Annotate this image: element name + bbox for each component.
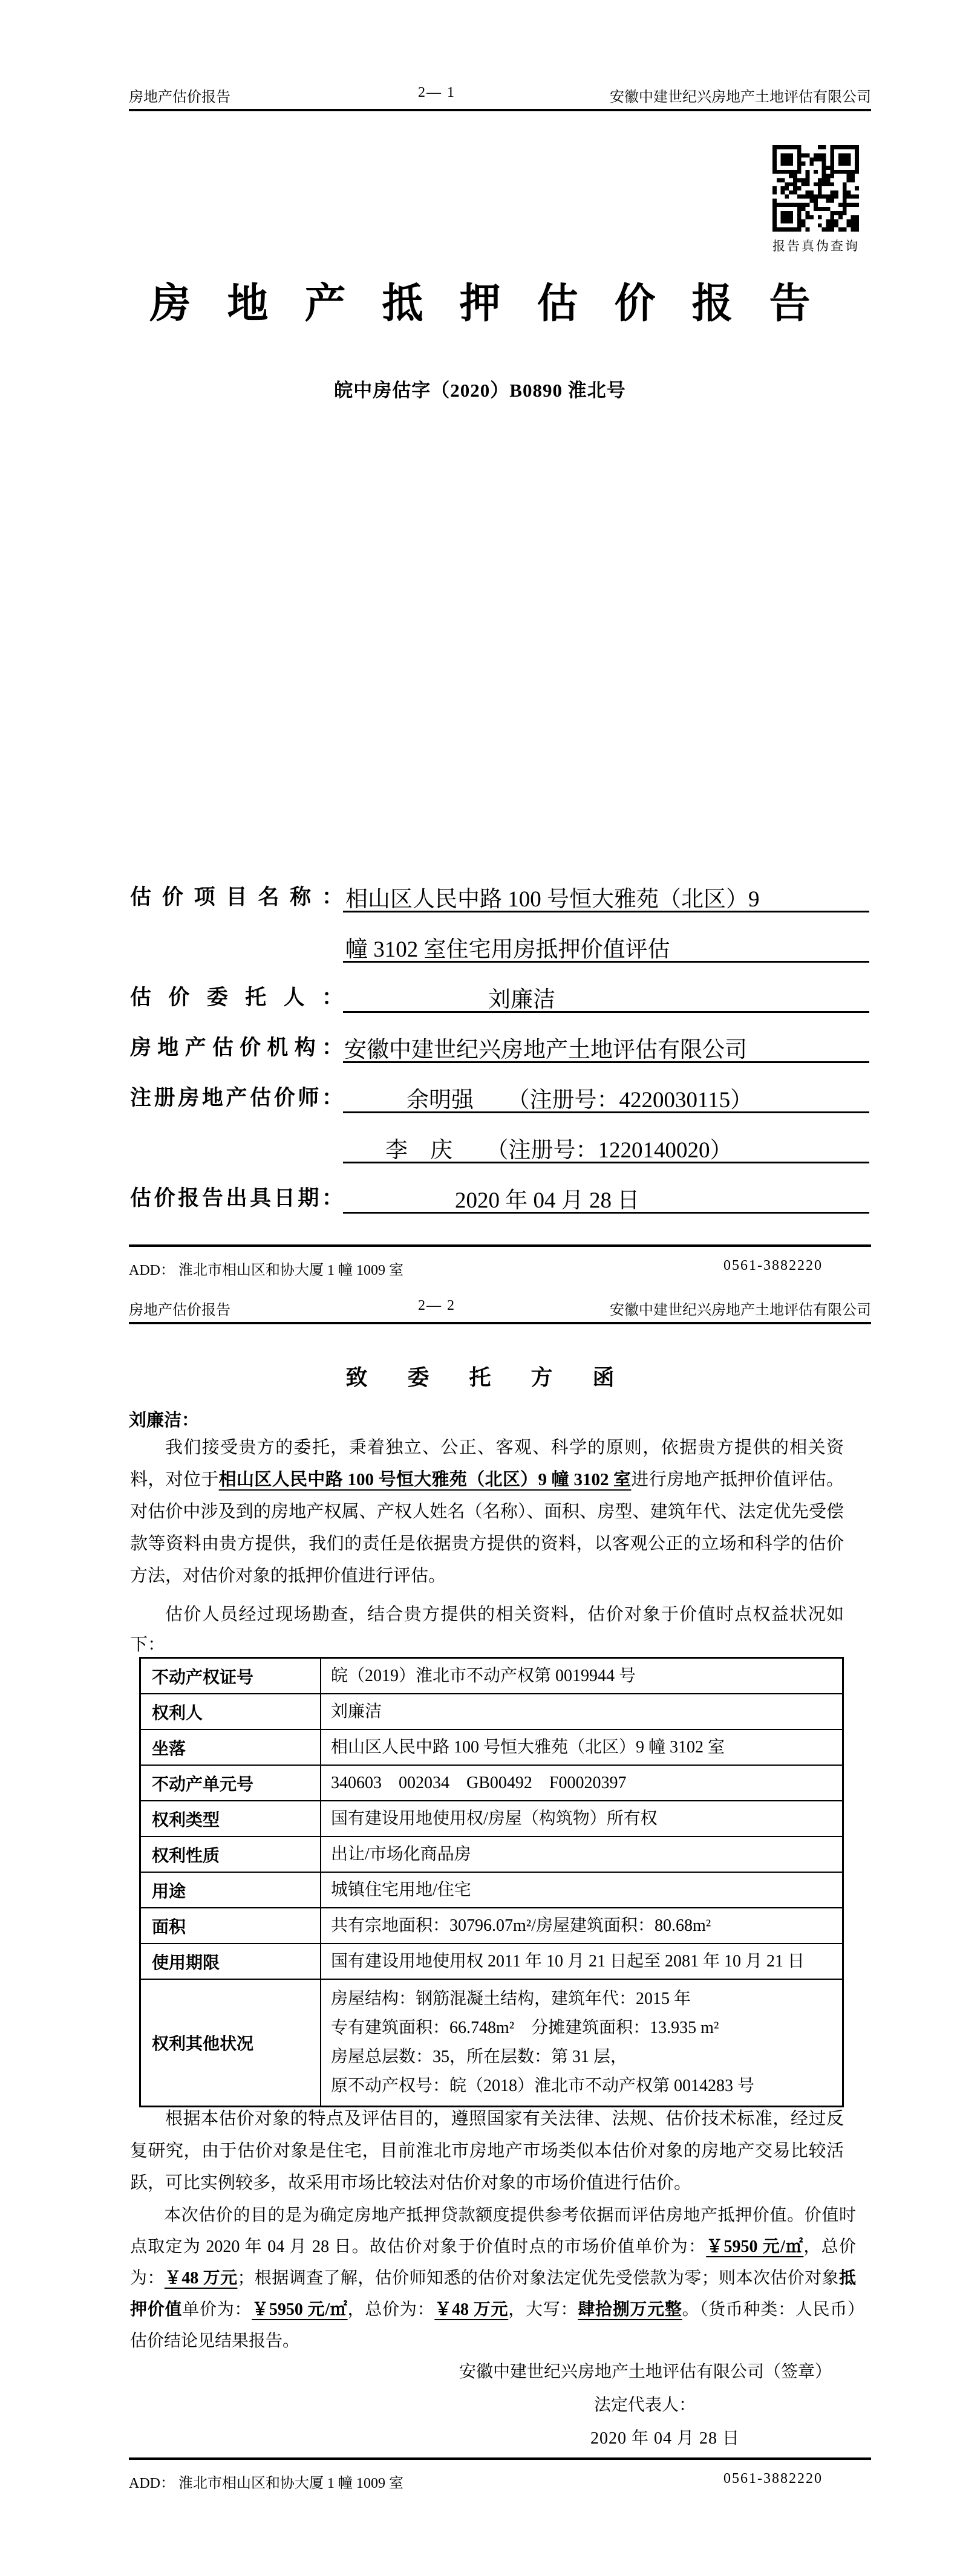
text-segment: 。（货币种类：人民币） 估价结论见结果报告。 — [130, 2300, 873, 2350]
field-label — [130, 1131, 343, 1163]
page1-header — [129, 85, 871, 111]
table-value-line: 皖（2019）淮北市不动产权第 0019944 号 — [331, 1666, 636, 1685]
table-value-line: 共有宗地面积：30796.07m²/房屋建筑面积：80.68m² — [331, 1916, 711, 1935]
text-segment: ￥48 万元 — [434, 2300, 509, 2319]
page1-footer — [129, 1244, 871, 1279]
table-row — [140, 1801, 843, 1836]
table-label-cell: 面积 — [140, 1908, 321, 1943]
text-segment: ；根据调查了解，估价师知悉的估价对象法定优先受偿款为零；则本次估价对象 — [237, 2269, 839, 2288]
table-label-cell: 权利性质 — [140, 1836, 321, 1872]
field-value: 相山区人民中路 100 号恒大雅苑（北区）9 — [343, 880, 869, 912]
signature-date: 2020 年 04 月 28 日 — [590, 2429, 740, 2448]
table-label-cell: 用途 — [140, 1872, 321, 1908]
table-row — [140, 1943, 843, 1979]
table-value-cell — [321, 1836, 843, 1872]
header-page-number: 2— 1 — [418, 85, 456, 100]
field-row-client — [130, 981, 869, 1013]
table-row — [140, 1729, 843, 1765]
footer-address: ADD： 淮北市相山区和协大厦 1 幢 1009 室 — [129, 1263, 403, 1278]
signature-legal-representative: 法定代表人： — [593, 2396, 696, 2415]
table-label-cell: 不动产单元号 — [140, 1765, 321, 1801]
header-doc-type: 房地产估价报告 — [129, 1303, 230, 1318]
text-segment: 相山区人民中路 100 号恒大雅苑（北区）9 幢 3102 室 — [218, 1470, 632, 1489]
table-label-cell: 使用期限 — [140, 1943, 321, 1979]
field-value: 幢 3102 室住宅用房抵押价值评估 — [343, 931, 869, 963]
field-label: 注册房地产估价师： — [130, 1086, 343, 1110]
table-value-cell — [321, 1729, 843, 1765]
table-value-line: 国有建设用地使用权 2011 年 10 月 21 日起至 2081 年 10 月 21 日 — [331, 1951, 805, 1971]
text-segment: 抵押价值 — [130, 2269, 856, 2319]
text-segment: 进行房地产抵押价值评估。对估价中涉及到的房地产权属、产权人姓名（名称）、面积、房型、建筑年代、法定优先受偿款等资料由贵方提供，我们的责任是依据贵方提供的资料，以客观公正的立场和科学的估价方法，对估价对象的抵押价值进行评估。 — [130, 1470, 844, 1586]
text-segment: 本次估价的目的是为确定房地产抵押贷款额度提供参考依据而评估房地产抵押价值。价值时点取定为 2020 年 04 月 28 日。故估价对象于价值时点的市场价值单价为： — [130, 2206, 856, 2256]
text-segment: 单价为： — [182, 2300, 252, 2319]
table-value-cell — [321, 1801, 843, 1836]
letter-salutation: 刘廉洁： — [129, 1411, 200, 1430]
signature-block — [130, 2358, 869, 2458]
field-row-proj — [130, 880, 869, 912]
table-row — [140, 1694, 843, 1729]
table-label-cell: 权利类型 — [140, 1801, 321, 1836]
table-label-cell: 坐落 — [140, 1729, 321, 1765]
qr-caption: 报告真伪查询 — [772, 239, 860, 253]
field-value: 李 庆 （注册号：1220140020） — [343, 1131, 869, 1163]
table-row — [140, 1765, 843, 1801]
text-segment: ￥5950 元/㎡ — [706, 2237, 804, 2256]
letter-paragraph-2: 估价人员经过现场勘查，结合贵方提供的相关资料，估价对象于价值时点权益状况如下： — [130, 1605, 844, 1654]
table-value-line: 340603 002034 GB00492 F00020397 — [331, 1773, 627, 1792]
field-label: 估价委托人： — [130, 986, 343, 1009]
table-value-cell — [321, 1908, 843, 1943]
field-row-app2 — [130, 1131, 869, 1163]
property-rights-table — [139, 1657, 844, 2107]
field-value: 2020 年 04 月 28 日 — [343, 1182, 869, 1214]
table-value-cell — [321, 1658, 843, 1694]
header-doc-type: 房地产估价报告 — [129, 89, 230, 105]
field-value: 刘廉洁 — [343, 981, 869, 1013]
table-row — [140, 1836, 843, 1872]
cover-fields — [130, 880, 869, 1232]
table-row — [140, 1658, 843, 1694]
table-value-line: 刘廉洁 — [331, 1702, 382, 1721]
table-value-line: 国有建设用地使用权/房屋（构筑物）所有权 — [331, 1809, 658, 1828]
table-value-cell — [321, 1943, 843, 1979]
table-label-cell: 权利其他状况 — [140, 1979, 321, 2107]
field-value: 安徽中建世纪兴房地产土地评估有限公司 — [343, 1031, 869, 1063]
header-page-number: 2— 2 — [418, 1298, 456, 1313]
footer-phone: 0561-3882220 — [723, 2471, 823, 2487]
text-segment: ￥5950 元/㎡ — [252, 2300, 348, 2319]
table-value-line: 专有建筑面积：66.748m² 分摊建筑面积：13.935 m² — [331, 2018, 719, 2037]
field-row-app1 — [130, 1081, 869, 1113]
signature-company: 安徽中建世纪兴房地产土地评估有限公司（签章） — [459, 2363, 832, 2381]
text-segment: ，大写： — [508, 2300, 578, 2319]
field-value: 余明强 （注册号：4220030115） — [343, 1081, 869, 1113]
table-row — [140, 1872, 843, 1908]
table-label-cell: 权利人 — [140, 1694, 321, 1729]
header-company-name: 安徽中建世纪兴房地产土地评估有限公司 — [610, 89, 871, 105]
table-value-line: 相山区人民中路 100 号恒大雅苑（北区）9 幢 3102 室 — [331, 1737, 725, 1757]
valuation-conclusion-paragraph — [130, 2200, 873, 2357]
field-label — [130, 931, 343, 963]
footer-phone: 0561-3882220 — [723, 1258, 823, 1273]
field-row-org — [130, 1031, 869, 1063]
table-value-line: 房屋结构：钢筋混凝土结构，建筑年代：2015 年 — [331, 1989, 691, 2008]
table-value-cell — [321, 1694, 843, 1729]
table-value-line: 房屋总层数：35，所在层数：第 31 层， — [331, 2047, 628, 2066]
table-row — [140, 1979, 843, 2107]
table-value-line: 原不动产权号：皖（2018）淮北市不动产权第 0014283 号 — [331, 2077, 755, 2095]
field-label: 估价报告出具日期： — [130, 1186, 343, 1210]
page2-footer — [129, 2457, 871, 2492]
text-segment: ，总价为： — [347, 2300, 435, 2319]
report-doc-number: 皖中房估字（2020）B0890 淮北号 — [334, 380, 626, 401]
table-value-line: 出让/市场化商品房 — [331, 1844, 471, 1864]
text-segment: 我们接受贵方的委托，秉着独立、公正、客观、科学的原则，依据贵方提供的相关资料，对位于 — [130, 1438, 844, 1489]
field-row-date — [130, 1182, 869, 1214]
field-row-proj2 — [130, 931, 869, 963]
report-title: 房地产抵押估价报告 — [149, 281, 847, 327]
letter-paragraph-1 — [130, 1432, 844, 1592]
table-value-cell — [321, 1765, 843, 1801]
footer-address: ADD： 淮北市相山区和协大厦 1 幢 1009 室 — [129, 2476, 403, 2491]
header-company-name: 安徽中建世纪兴房地产土地评估有限公司 — [610, 1303, 871, 1318]
table-row — [140, 1908, 843, 1943]
letter-paragraph-3: 根据本估价对象的特点及评估目的，遵照国家有关法律、法规、估价技术标准，经过反复研究，由于估价对象是住宅，目前淮北市房地产市场类似本估价对象的房地产交易比较活跃，可比实例较多，故采用市场比较法对估价对象的市场价值进行估价。 — [130, 2109, 844, 2193]
table-label-cell: 不动产权证号 — [140, 1658, 321, 1694]
page2-header — [129, 1298, 871, 1324]
text-segment: ，总价为： — [130, 2237, 856, 2288]
table-value-cell — [321, 1872, 843, 1908]
qr-code-icon — [772, 145, 859, 232]
letter-title: 致委托方函 — [345, 1365, 655, 1390]
field-label: 房地产估价机构： — [130, 1036, 343, 1059]
text-segment: ￥48 万元 — [164, 2269, 238, 2288]
qr-block — [772, 145, 859, 255]
table-value-cell — [321, 1979, 843, 2107]
text-segment: 肆拾捌万元整 — [578, 2300, 682, 2319]
field-label: 估价项目名称： — [130, 885, 343, 909]
table-value-line: 城镇住宅用地/住宅 — [331, 1880, 471, 1899]
